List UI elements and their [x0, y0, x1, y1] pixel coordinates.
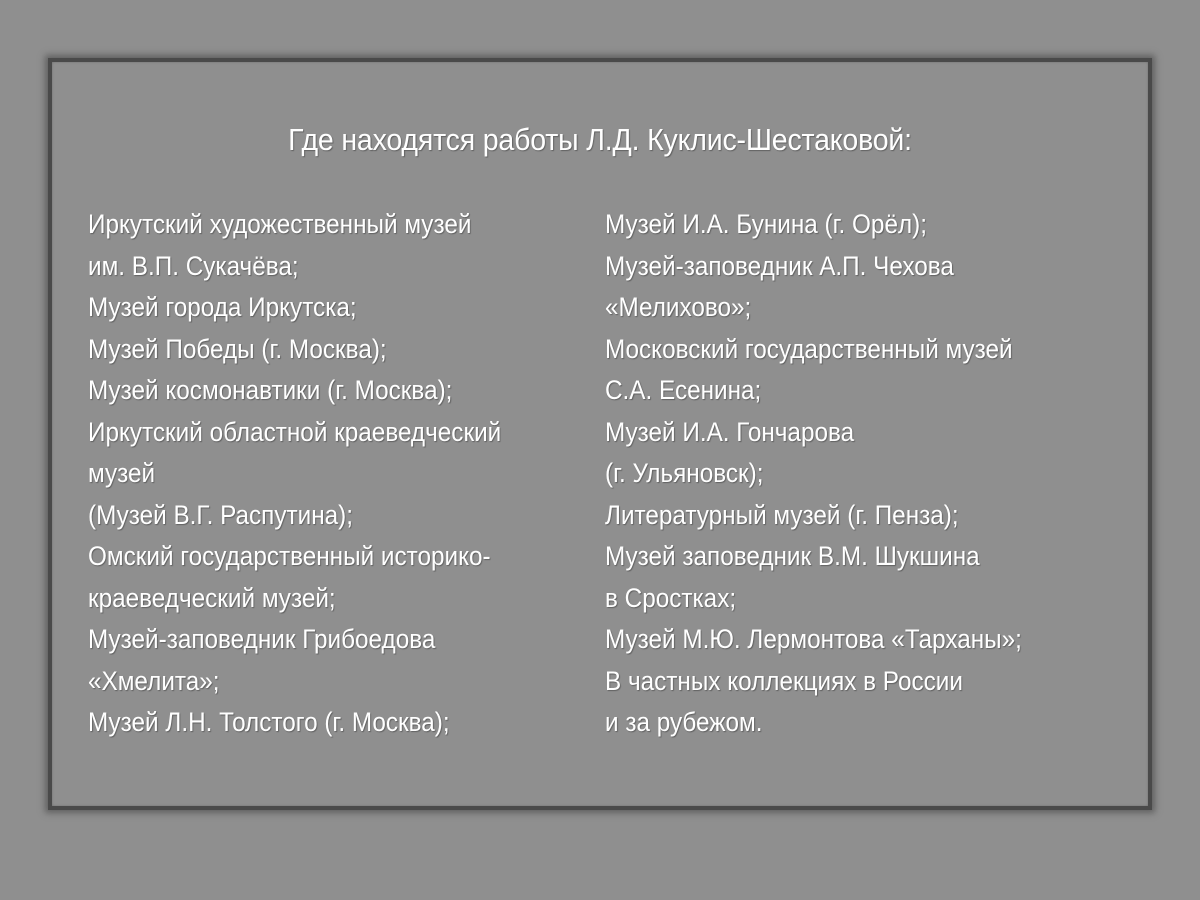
right-museum-list — [605, 204, 1068, 744]
right-list-line: Литературный музей (г. Пенза); — [605, 499, 959, 530]
left-museum-list — [88, 204, 547, 744]
left-list-line: Иркутский художественный музей — [88, 209, 472, 239]
left-list-line: Омский государственный историко- — [88, 541, 491, 571]
right-list-line: Московский государственный музей — [605, 333, 1013, 364]
right-list-line: и за рубежом. — [605, 707, 763, 737]
left-list-line: краеведческий музей; — [88, 582, 336, 613]
right-list-line: Музей И.А. Бунина (г. Орёл); — [605, 209, 927, 239]
left-list-line: музей — [88, 458, 156, 488]
right-list-line: Музей М.Ю. Лермонтова «Тарханы»; — [605, 624, 1022, 654]
left-list-line: «Хмелита»; — [88, 665, 220, 696]
left-list-line: им. В.П. Сукачёва; — [88, 250, 299, 281]
right-list-line: В частных коллекциях в России — [605, 665, 963, 696]
right-list-line: С.А. Есенина; — [605, 375, 762, 405]
right-list-line: Музей-заповедник А.П. Чехова — [605, 250, 954, 281]
right-list-line: Музей И.А. Гончарова — [605, 416, 855, 447]
left-list-line: (Музей В.Г. Распутина); — [88, 499, 353, 530]
slide-title: Где находятся работы Л.Д. Куклис-Шестаковой: — [288, 122, 912, 157]
left-list-line: Иркутский областной краеведческий — [88, 416, 502, 447]
left-list-line: Музей космонавтики (г. Москва); — [88, 375, 453, 405]
right-list-line: Музей заповедник В.М. Шукшина — [605, 541, 980, 571]
left-list-line: Музей Победы (г. Москва); — [88, 333, 387, 364]
left-list-line: Музей Л.Н. Толстого (г. Москва); — [88, 707, 450, 737]
right-list-line: в Сростках; — [605, 582, 737, 613]
left-list-line: Музей-заповедник Грибоедова — [88, 624, 436, 654]
left-list-line: Музей города Иркутска; — [88, 292, 357, 322]
right-list-line: (г. Ульяновск); — [605, 458, 764, 488]
right-list-line: «Мелихово»; — [605, 292, 752, 322]
